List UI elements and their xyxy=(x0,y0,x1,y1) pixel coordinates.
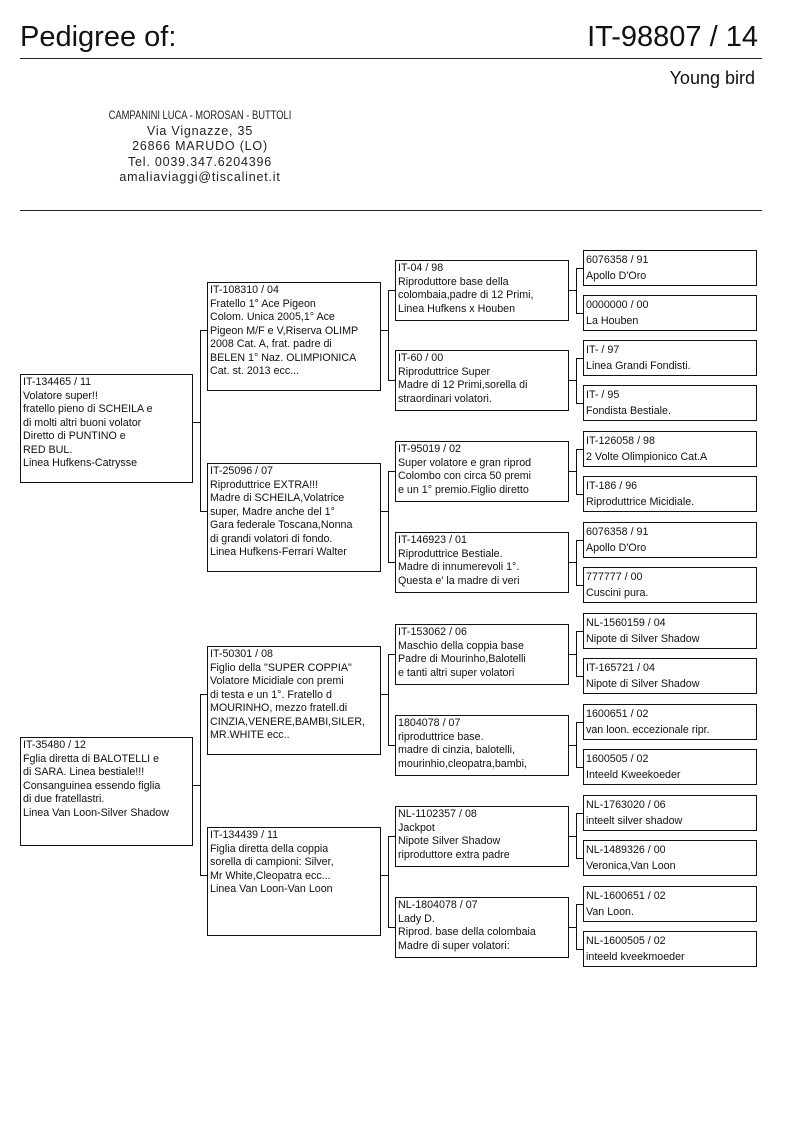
connector xyxy=(576,358,583,359)
connector xyxy=(576,268,583,269)
connector xyxy=(576,949,583,950)
ring-number: IT-95019 / 02 xyxy=(398,443,461,455)
connector xyxy=(569,836,576,837)
connector xyxy=(381,330,388,331)
breeder-email: amaliaviaggi@tiscalinet.it xyxy=(119,170,281,184)
description-line: 2008 Cat. A, frat. padre di xyxy=(210,338,332,350)
ring-number: 0000000 / 00 xyxy=(586,299,649,311)
connector xyxy=(388,290,389,380)
connector xyxy=(576,494,583,495)
description-line: Linea Hufkens-Catrysse xyxy=(23,457,138,469)
description-line: Lady D. xyxy=(398,912,435,925)
ring-number: IT-153062 / 06 xyxy=(398,626,467,638)
connector xyxy=(388,927,395,928)
description-line: Fglia diretta di BALOTELLI e xyxy=(23,752,160,765)
description-line: Nipote di Silver Shadow xyxy=(586,633,700,645)
ring-number: IT-35480 / 12 xyxy=(23,739,86,751)
ring-number: IT-126058 / 98 xyxy=(586,435,655,447)
gen3-box xyxy=(395,350,569,411)
description-line: Cat. st. 2013 ecc... xyxy=(210,365,300,377)
description-line: Linea Van Loon-Van Loon xyxy=(210,883,333,895)
ring-number: NL-1600505 / 02 xyxy=(586,935,666,947)
description-line: Colom. Unica 2005,1° Ace xyxy=(210,311,335,323)
connector xyxy=(576,904,577,949)
connector xyxy=(576,904,583,905)
description-line: madre di cinzia, balotelli, xyxy=(398,744,516,756)
gen4-box xyxy=(583,295,757,331)
description-line: riproduttore extra padre xyxy=(398,848,510,861)
description-line: Riproduttore base della xyxy=(398,275,509,288)
ring-number: 1804078 / 07 xyxy=(398,717,461,729)
description-line: Riproduttrice Super xyxy=(398,365,491,378)
connector xyxy=(576,813,583,814)
page-title: Pedigree of: xyxy=(20,21,177,53)
gen3-box xyxy=(395,532,569,593)
connector xyxy=(576,540,577,585)
ring-number: IT-04 / 98 xyxy=(398,262,444,274)
connector xyxy=(569,380,576,381)
ring-number: NL-1560159 / 04 xyxy=(586,617,666,629)
gen4-box xyxy=(583,250,757,286)
description-line: Madre di 12 Primi,sorella di xyxy=(398,379,528,391)
connector xyxy=(388,745,395,746)
description-line: Fratello 1° Ace Pigeon xyxy=(210,297,316,310)
description-line: Jackpot xyxy=(398,821,435,834)
gen2-box xyxy=(207,827,381,936)
connector xyxy=(200,330,207,331)
connector xyxy=(576,585,583,586)
sire-box xyxy=(20,374,193,483)
description-line: Consanguinea essendo figlia xyxy=(23,779,161,792)
gen3-box xyxy=(395,806,569,867)
connector xyxy=(576,449,577,494)
gen4-box xyxy=(583,567,757,603)
connector xyxy=(576,313,583,314)
gen3-box xyxy=(395,441,569,502)
ring-number: IT-25096 / 07 xyxy=(210,465,273,477)
ring-number: IT-60 / 00 xyxy=(398,352,444,364)
ring-number: IT- / 95 xyxy=(586,389,620,401)
ring-number: 1600651 / 02 xyxy=(586,708,649,720)
description-line: di SARA. Linea bestiale!!! xyxy=(23,766,145,778)
connector xyxy=(200,694,207,695)
description-line: Super volatore e gran riprod xyxy=(398,456,532,469)
connector xyxy=(200,330,201,511)
description-line: Madre di SCHEILA,Volatrice xyxy=(210,492,345,504)
description-line: Nipote Silver Shadow xyxy=(398,835,501,847)
description-line: BELEN 1° Naz. OLIMPIONICA xyxy=(210,351,357,364)
description-line: e un 1° premio.Figlio diretto xyxy=(398,483,529,496)
description-line: di testa e un 1°. Fratello d xyxy=(210,688,332,701)
ring-number: IT-165721 / 04 xyxy=(586,662,655,674)
description-line: Madre di innumerevoli 1°. xyxy=(398,561,520,573)
gen2-box xyxy=(207,646,381,755)
gen4-box xyxy=(583,749,757,785)
description-line: Volatore super!! xyxy=(23,389,98,402)
connector xyxy=(576,813,577,858)
breeder-name: CAMPANINI LUCA - MOROSAN - BUTTOLI xyxy=(108,108,292,122)
connector xyxy=(569,290,576,291)
description-line: Riproduttrice Micidiale. xyxy=(586,496,695,508)
description-line: MOURINHO, mezzo fratell.di xyxy=(210,702,348,714)
description-line: di grandi volatori di fondo. xyxy=(210,532,333,545)
gen2-box xyxy=(207,282,381,391)
connector xyxy=(576,631,577,676)
description-line: van loon. eccezionale ripr. xyxy=(586,724,710,736)
ring-number: 6076358 / 91 xyxy=(586,526,649,538)
description-line: RED BUL. xyxy=(23,443,73,456)
description-line: colombaia,padre di 12 Primi, xyxy=(398,289,534,301)
gen4-box xyxy=(583,658,757,694)
description-line: MR.WHITE ecc.. xyxy=(210,729,290,741)
connector xyxy=(576,631,583,632)
connector xyxy=(200,875,207,876)
description-line: Volatore Micidiale con premi xyxy=(210,675,344,687)
ring-number: NL-1102357 / 08 xyxy=(398,808,477,820)
description-line: Gara federale Toscana,Nonna xyxy=(210,519,353,531)
connector xyxy=(569,471,576,472)
connector xyxy=(388,562,395,563)
ring-number: 6076358 / 91 xyxy=(586,254,649,266)
description-line: Linea Hufkens-Ferrari Walter xyxy=(210,546,347,558)
header-divider xyxy=(20,58,762,59)
gen4-box xyxy=(583,795,757,831)
gen2-box xyxy=(207,463,381,572)
gen3-box xyxy=(395,897,569,958)
ring-number: IT- / 97 xyxy=(586,344,620,356)
connector xyxy=(388,471,395,472)
gen4-box xyxy=(583,704,757,740)
gen4-box xyxy=(583,385,757,421)
description-line: fratello pieno di SCHEILA e xyxy=(23,403,153,415)
description-line: Riproduttrice EXTRA!!! xyxy=(210,478,319,491)
ring-number: NL-1489326 / 00 xyxy=(586,844,666,856)
description-line: super, Madre anche del 1° xyxy=(210,505,335,518)
connector xyxy=(388,290,395,291)
description-line: straordinari volatori. xyxy=(398,392,492,405)
description-line: CINZIA,VENERE,BAMBI,SILER, xyxy=(210,715,366,728)
breeder-address: Via Vignazze, 35 xyxy=(146,123,254,138)
description-line: Padre di Mourinho,Balotelli xyxy=(398,653,526,665)
connector xyxy=(388,654,389,745)
description-line: Fondista Bestiale. xyxy=(586,405,671,417)
ring-number: IT-50301 / 08 xyxy=(210,648,273,660)
connector xyxy=(576,722,577,767)
gen4-box xyxy=(583,886,757,922)
description-line: Figlio della "SUPER COPPIA" xyxy=(210,661,352,674)
description-line: Pigeon M/F e V,Riserva OLIMP xyxy=(210,324,359,337)
connector xyxy=(388,836,389,927)
ring-number: NL-1763020 / 06 xyxy=(586,799,666,811)
connector xyxy=(381,875,388,876)
gen4-box xyxy=(583,431,757,467)
ring-number: NL-1600651 / 02 xyxy=(586,890,666,902)
subject-ring-number: IT-98807 / 14 xyxy=(587,21,758,53)
description-line: Riprod. base della colombaia xyxy=(398,926,536,938)
description-line: Mr White,Cleopatra ecc... xyxy=(210,869,331,882)
connector xyxy=(200,511,207,512)
description-line: Apollo D'Oro xyxy=(586,542,647,554)
connector xyxy=(569,745,576,746)
connector xyxy=(576,858,583,859)
gen4-box xyxy=(583,340,757,376)
gen3-box xyxy=(395,260,569,321)
description-line: Linea Grandi Fondisti. xyxy=(586,360,691,372)
ring-number: IT-134465 / 11 xyxy=(23,376,92,388)
connector xyxy=(576,722,583,723)
description-line: Van Loon. xyxy=(586,906,634,918)
gen4-box xyxy=(583,613,757,649)
description-line: Nipote di Silver Shadow xyxy=(586,678,700,690)
gen4-box xyxy=(583,840,757,876)
gen4-box xyxy=(583,931,757,967)
connector xyxy=(576,268,577,313)
gen4-box xyxy=(583,476,757,512)
description-line: Inteeld Kweekoeder xyxy=(586,769,681,781)
description-line: e tanti altri super volatori xyxy=(398,666,515,679)
connector xyxy=(388,380,395,381)
description-line: Riproduttrice Bestiale. xyxy=(398,547,503,560)
connector xyxy=(576,358,577,403)
description-line: Linea Hufkens x Houben xyxy=(398,302,516,315)
connector xyxy=(569,927,576,928)
description-line: mourinhio,cleopatra,bambi, xyxy=(398,757,527,770)
ring-number: IT-186 / 96 xyxy=(586,480,638,492)
description-line: Questa e' la madre di veri xyxy=(398,574,520,587)
breeder-city: 26866 MARUDO (LO) xyxy=(132,139,268,153)
connector xyxy=(576,767,583,768)
description-line: inteelt silver shadow xyxy=(586,815,683,827)
ring-number: 1600505 / 02 xyxy=(586,753,649,765)
dam-box xyxy=(20,737,193,846)
gen3-box xyxy=(395,715,569,776)
connector xyxy=(576,676,583,677)
connector xyxy=(576,403,583,404)
connector xyxy=(193,422,200,423)
connector xyxy=(569,654,576,655)
description-line: di due fratellastri. xyxy=(23,793,105,805)
connector xyxy=(381,511,388,512)
connector xyxy=(388,654,395,655)
section-divider xyxy=(20,210,762,211)
connector xyxy=(388,471,389,562)
ring-number: 777777 / 00 xyxy=(586,571,643,583)
description-line: Linea Van Loon-Silver Shadow xyxy=(23,806,169,819)
description-line: 2 Volte Olimpionico Cat.A xyxy=(586,451,708,463)
connector xyxy=(576,449,583,450)
description-line: Veronica,Van Loon xyxy=(586,860,676,872)
connector xyxy=(381,694,388,695)
description-line: di molti altri buoni volator xyxy=(23,416,142,429)
breeder-phone: Tel. 0039.347.6204396 xyxy=(128,154,272,169)
connector xyxy=(576,540,583,541)
description-line: inteeld kveekmoeder xyxy=(586,951,685,963)
ring-number: IT-108310 / 04 xyxy=(210,284,279,296)
description-line: Madre di super volatori: xyxy=(398,939,510,952)
description-line: La Houben xyxy=(586,315,639,327)
bird-category: Young bird xyxy=(669,68,755,88)
description-line: riproduttrice base. xyxy=(398,730,484,743)
description-line: Colombo con circa 50 premi xyxy=(398,470,532,482)
connector xyxy=(569,562,576,563)
ring-number: IT-134439 / 11 xyxy=(210,829,279,841)
description-line: Diretto di PUNTINO e xyxy=(23,430,126,442)
breeder-info xyxy=(80,108,320,186)
ring-number: NL-1804078 / 07 xyxy=(398,899,478,911)
connector xyxy=(388,836,395,837)
connector xyxy=(200,694,201,875)
gen4-box xyxy=(583,522,757,558)
description-line: sorella di campioni: Silver, xyxy=(210,856,334,868)
ring-number: IT-146923 / 01 xyxy=(398,534,467,546)
description-line: Figlia diretta della coppia xyxy=(210,842,329,855)
description-line: Apollo D'Oro xyxy=(586,270,647,282)
connector xyxy=(193,785,200,786)
description-line: Maschio della coppia base xyxy=(398,639,524,652)
description-line: Cuscini pura. xyxy=(586,587,649,599)
gen3-box xyxy=(395,624,569,685)
